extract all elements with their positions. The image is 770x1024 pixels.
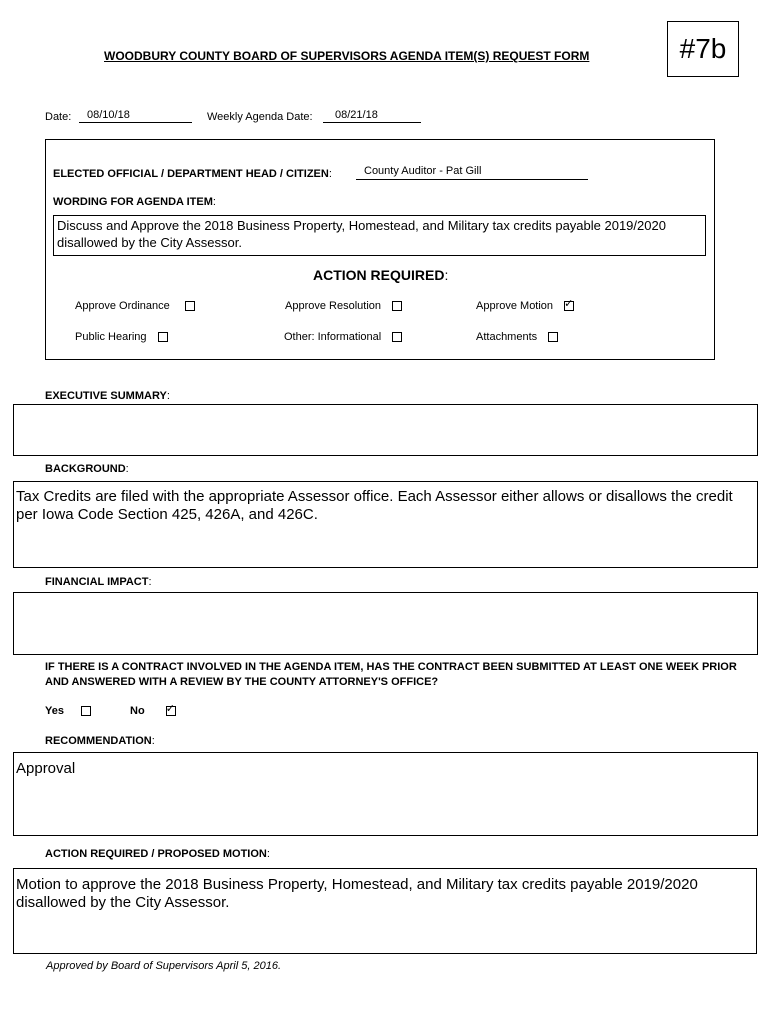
wording-field[interactable]: Discuss and Approve the 2018 Business Property, Homestead, and Military tax credits payable 2019/2020 disallowed by the City Assessor.: [53, 215, 706, 256]
form-title: WOODBURY COUNTY BOARD OF SUPERVISORS AGENDA ITEM(S) REQUEST FORM: [104, 49, 590, 63]
date-field[interactable]: [79, 108, 192, 123]
official-field[interactable]: [356, 164, 588, 180]
contract-no: [130, 705, 176, 717]
contract-no-checkbox[interactable]: [166, 706, 176, 716]
option-attachments: [476, 331, 558, 343]
date-value: 08/10/18: [87, 109, 130, 121]
financial-impact-label: FINANCIAL IMPACT:: [45, 576, 152, 588]
option-approve-ordinance: [75, 300, 195, 312]
option-approve-resolution: [285, 300, 402, 312]
contract-no-label: No: [130, 705, 145, 717]
financial-impact-field[interactable]: [13, 592, 758, 655]
approve-resolution-checkbox[interactable]: [392, 301, 402, 311]
recommendation-label: RECOMMENDATION:: [45, 735, 155, 747]
option-approve-motion: [476, 300, 574, 312]
contract-question: IF THERE IS A CONTRACT INVOLVED IN THE AGENDA ITEM, HAS THE CONTRACT BEEN SUBMITTED AT LEAST ONE WEEK PRIOR AND ANSWERED WITH A REVIEW BY THE COUNTY ATTORNEY'S OFFICE?: [45, 661, 737, 688]
date-label: Date:: [45, 111, 72, 123]
option-other-informational: [284, 331, 402, 343]
approve-ordinance-label: Approve Ordinance: [75, 300, 170, 312]
wording-label: WORDING FOR AGENDA ITEM:: [53, 196, 216, 208]
official-label: ELECTED OFFICIAL / DEPARTMENT HEAD / CITIZEN:: [53, 168, 332, 180]
public-hearing-label: Public Hearing: [75, 331, 147, 343]
approval-note: Approved by Board of Supervisors April 5, 2016.: [46, 960, 282, 972]
proposed-motion-label: ACTION REQUIRED / PROPOSED MOTION:: [45, 848, 270, 860]
background-label: BACKGROUND:: [45, 463, 129, 475]
recommendation-field[interactable]: Approval: [13, 752, 758, 836]
other-informational-label: Other: Informational: [284, 331, 382, 343]
action-required-heading: ACTION REQUIRED:: [313, 267, 449, 283]
contract-yes-label: Yes: [45, 705, 64, 717]
proposed-motion-field[interactable]: Motion to approve the 2018 Business Property, Homestead, and Military tax credits payable 2019/2020 disallowed by the City Assessor.: [13, 868, 757, 954]
approve-ordinance-checkbox[interactable]: [185, 301, 195, 311]
official-value: County Auditor - Pat Gill: [364, 165, 482, 177]
executive-summary-label: EXECUTIVE SUMMARY:: [45, 390, 170, 402]
approve-resolution-label: Approve Resolution: [285, 300, 382, 312]
weekly-agenda-date-label: Weekly Agenda Date:: [207, 111, 313, 123]
agenda-item-tag: #7b: [667, 21, 739, 77]
attachments-label: Attachments: [476, 331, 538, 343]
public-hearing-checkbox[interactable]: [158, 332, 168, 342]
attachments-checkbox[interactable]: [548, 332, 558, 342]
contract-yes: [45, 705, 91, 717]
background-field[interactable]: Tax Credits are filed with the appropriate Assessor office. Each Assessor either allows or disallows the credit per Iowa Code Section 425, 426A, and 426C.: [13, 481, 758, 568]
executive-summary-field[interactable]: [13, 404, 758, 456]
other-informational-checkbox[interactable]: [392, 332, 402, 342]
approve-motion-checkbox[interactable]: [564, 301, 574, 311]
contract-yes-checkbox[interactable]: [81, 706, 91, 716]
weekly-agenda-date-field[interactable]: [323, 108, 421, 123]
option-public-hearing: [75, 331, 168, 343]
approve-motion-label: Approve Motion: [476, 300, 554, 312]
weekly-agenda-date-value: 08/21/18: [335, 109, 378, 121]
